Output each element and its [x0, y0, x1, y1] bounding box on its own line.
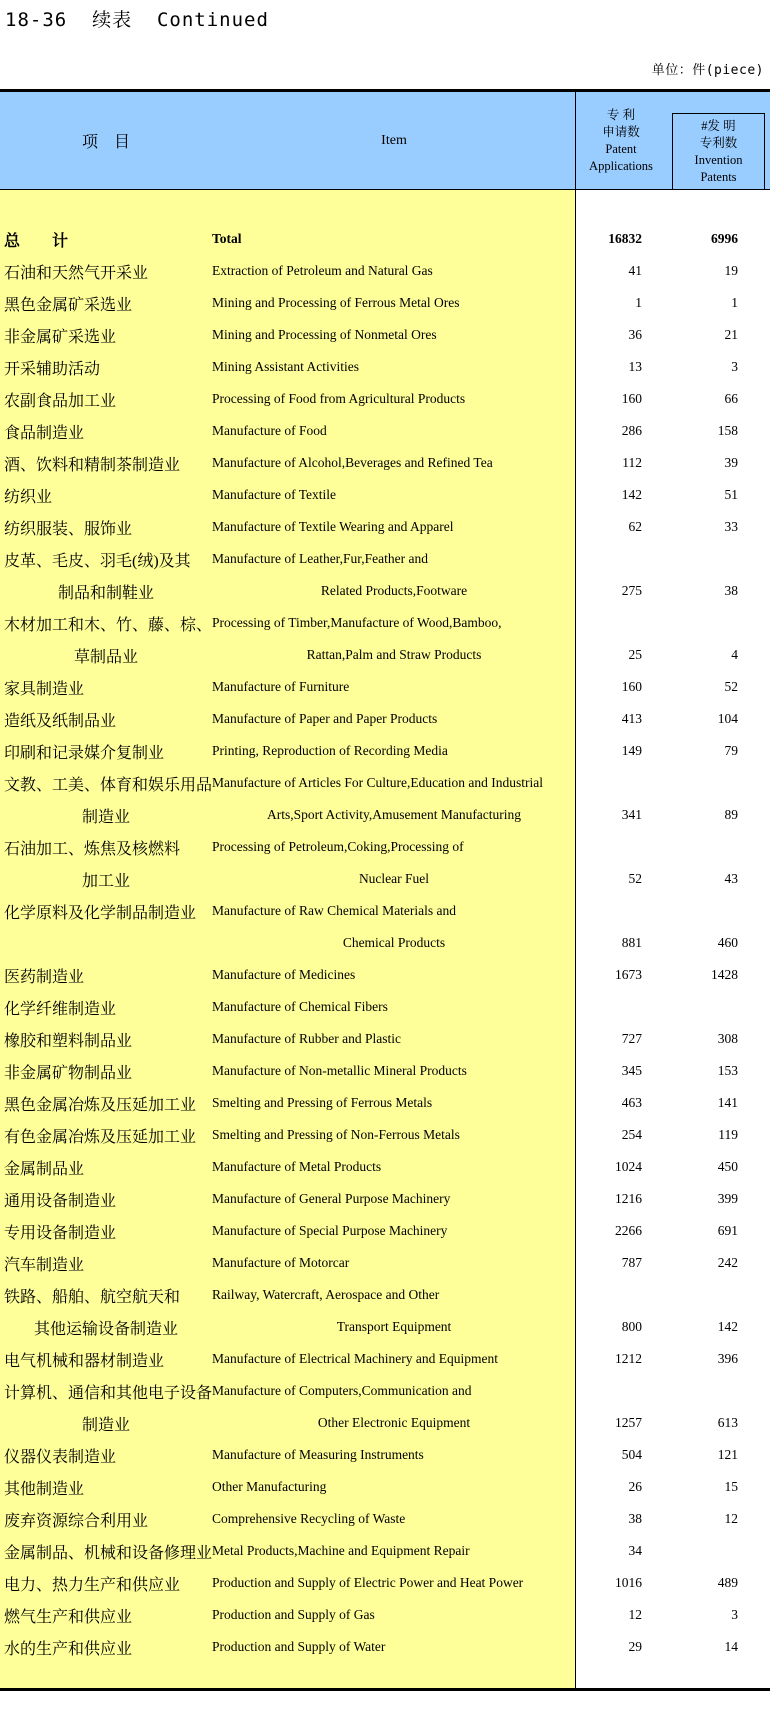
table-row	[0, 287, 770, 319]
table-row	[0, 1439, 770, 1471]
item-cn: 制品和制鞋业	[57, 584, 154, 602]
item-cn: 橡胶和塑料制品业	[4, 1032, 133, 1050]
item-en: Related Products,Footware	[320, 583, 468, 598]
table-row	[0, 1151, 770, 1183]
header-line: Patent	[605, 141, 637, 156]
col-header-item-cn: 项 目	[81, 134, 130, 151]
patent-applications-value: 1	[635, 295, 642, 310]
item-en: Manufacture of Textile Wearing and Apparel	[212, 519, 454, 534]
invention-patents-value: 14	[724, 1639, 738, 1654]
invention-patents-value: 613	[717, 1415, 738, 1430]
page-title: 18-36 续表 Continued	[5, 9, 269, 31]
item-en: Manufacture of General Purpose Machinery	[212, 1191, 451, 1206]
item-cn: 其他运输设备制造业	[33, 1320, 178, 1338]
table-row	[0, 1599, 770, 1631]
table-row	[0, 959, 770, 991]
invention-patents-value: 104	[717, 711, 738, 726]
item-cn: 金属制品业	[4, 1160, 85, 1178]
table-row	[0, 1183, 770, 1215]
item-en: Processing of Timber,Manufacture of Wood,Bamboo,	[212, 615, 502, 630]
item-cn: 纺织服装、服饰业	[4, 520, 133, 538]
item-en: Total	[212, 231, 242, 246]
item-en: Manufacture of Special Purpose Machinery	[212, 1223, 448, 1238]
header-line: 申请数	[602, 124, 640, 139]
item-en: Manufacture of Non-metallic Mineral Products	[212, 1063, 467, 1078]
patent-applications-value: 41	[628, 263, 642, 278]
item-en: Manufacture of Motorcar	[212, 1255, 350, 1270]
item-en: Mining Assistant Activities	[212, 359, 360, 374]
table-row	[0, 831, 770, 895]
patent-applications-value: 34	[628, 1543, 642, 1558]
col-header-invention-patents	[672, 113, 765, 189]
item-en: Manufacture of Leather,Fur,Feather and	[212, 551, 428, 566]
patent-applications-value: 12	[628, 1607, 642, 1622]
invention-patents-value: 38	[724, 583, 738, 598]
invention-patents-value: 158	[717, 423, 738, 438]
invention-patents-value: 4	[731, 647, 738, 662]
item-en: Processing of Petroleum,Coking,Processing of	[212, 839, 464, 854]
header-line: Invention	[694, 152, 743, 167]
patent-applications-value: 149	[621, 743, 642, 758]
patent-applications-value: 26	[628, 1479, 642, 1494]
invention-patents-value: 33	[724, 519, 738, 534]
item-en: Railway, Watercraft, Aerospace and Other	[212, 1287, 440, 1302]
column-divider	[575, 92, 576, 1688]
item-cn: 仪器仪表制造业	[4, 1448, 117, 1466]
item-cn: 化学原料及化学制品制造业	[4, 904, 197, 922]
table-row	[0, 1279, 770, 1343]
patent-applications-value: 1016	[615, 1575, 642, 1590]
item-en: Smelting and Pressing of Ferrous Metals	[212, 1095, 433, 1110]
invention-patents-value: 79	[724, 743, 738, 758]
item-cn: 食品制造业	[4, 424, 85, 442]
item-en: Production and Supply of Water	[212, 1639, 386, 1654]
table-row	[0, 415, 770, 447]
table-row	[0, 351, 770, 383]
invention-patents-value: 460	[717, 935, 738, 950]
patent-applications-value: 16832	[608, 231, 642, 246]
patent-applications-value: 1673	[615, 967, 642, 982]
table-row	[0, 1087, 770, 1119]
item-en: Manufacture of Measuring Instruments	[212, 1447, 424, 1462]
table-row	[0, 1503, 770, 1535]
table-row	[0, 543, 770, 607]
table-row	[0, 735, 770, 767]
item-cn: 皮革、毛皮、羽毛(绒)及其	[4, 552, 191, 570]
item-en: Manufacture of Furniture	[212, 679, 350, 694]
patent-applications-value: 62	[628, 519, 642, 534]
item-cn: 黑色金属冶炼及压延加工业	[4, 1096, 197, 1114]
table-row	[0, 895, 770, 959]
header-line: Patents	[700, 169, 737, 184]
item-en: Arts,Sport Activity,Amusement Manufacturing	[266, 807, 522, 822]
item-en: Manufacture of Alcohol,Beverages and Refined Tea	[212, 455, 493, 470]
item-cn: 计算机、通信和其他电子设备	[4, 1384, 213, 1402]
patent-applications-value: 38	[628, 1511, 642, 1526]
item-cn: 燃气生产和供应业	[4, 1608, 133, 1626]
invention-patents-value: 242	[717, 1255, 738, 1270]
patent-applications-value: 881	[621, 935, 642, 950]
table-row	[0, 671, 770, 703]
invention-patents-value: 119	[718, 1127, 738, 1142]
patent-statistics-table	[0, 89, 770, 1691]
patent-applications-value: 504	[621, 1447, 642, 1462]
invention-patents-value: 43	[724, 871, 738, 886]
item-en: Mining and Processing of Nonmetal Ores	[212, 327, 437, 342]
item-en: Mining and Processing of Ferrous Metal Ores	[212, 295, 460, 310]
item-en: Manufacture of Paper and Paper Products	[212, 711, 438, 726]
patent-applications-value: 787	[621, 1255, 642, 1270]
item-cn: 草制品业	[73, 648, 138, 666]
invention-patents-value: 3	[731, 1607, 738, 1622]
item-en: Processing of Food from Agricultural Products	[212, 391, 466, 406]
invention-patents-value: 3	[731, 359, 738, 374]
patent-applications-value: 463	[621, 1095, 642, 1110]
invention-patents-value: 51	[724, 487, 738, 502]
invention-patents-value: 396	[717, 1351, 738, 1366]
unit-label: 单位：件(piece)	[651, 63, 764, 78]
item-cn: 制造业	[81, 808, 130, 826]
col-header-item-en: Item	[381, 132, 407, 148]
item-cn: 木材加工和木、竹、藤、棕、	[4, 616, 213, 634]
patent-applications-value: 286	[621, 423, 642, 438]
patent-applications-value: 727	[621, 1031, 642, 1046]
table-body	[0, 190, 770, 1688]
invention-patents-value: 21	[724, 327, 738, 342]
invention-patents-value: 39	[724, 455, 738, 470]
table-row	[0, 1375, 770, 1439]
invention-patents-value: 121	[717, 1447, 738, 1462]
table-header	[0, 92, 770, 190]
item-cn: 造纸及纸制品业	[4, 712, 117, 730]
patent-applications-value: 1212	[615, 1351, 642, 1366]
item-en: Manufacture of Chemical Fibers	[212, 999, 388, 1014]
table-row	[0, 1119, 770, 1151]
invention-patents-value: 1	[731, 295, 738, 310]
patent-applications-value: 29	[628, 1639, 642, 1654]
table-row	[0, 1343, 770, 1375]
table-row	[0, 255, 770, 287]
item-cn: 电气机械和器材制造业	[4, 1352, 165, 1370]
item-cn: 铁路、船舶、航空航天和	[4, 1288, 181, 1306]
table-row	[0, 383, 770, 415]
patent-applications-value: 1216	[615, 1191, 642, 1206]
item-en: Manufacture of Rubber and Plastic	[212, 1031, 401, 1046]
invention-patents-value: 142	[717, 1319, 738, 1334]
item-cn: 家具制造业	[4, 680, 85, 698]
invention-patents-value: 12	[724, 1511, 738, 1526]
item-en: Metal Products,Machine and Equipment Repair	[212, 1543, 470, 1558]
item-en: Manufacture of Textile	[212, 487, 337, 502]
patent-applications-value: 160	[621, 391, 642, 406]
item-cn: 化学纤维制造业	[4, 1000, 117, 1018]
table-row	[0, 1023, 770, 1055]
patent-applications-value: 112	[622, 455, 642, 470]
table-row	[0, 1535, 770, 1567]
patent-applications-value: 13	[628, 359, 642, 374]
item-en: Manufacture of Medicines	[212, 967, 356, 982]
patent-applications-value: 52	[628, 871, 642, 886]
invention-patents-value: 450	[717, 1159, 738, 1174]
invention-patents-value: 153	[717, 1063, 738, 1078]
item-en: Comprehensive Recycling of Waste	[212, 1511, 406, 1526]
table-row	[0, 319, 770, 351]
item-en: Production and Supply of Gas	[212, 1607, 375, 1622]
item-cn: 电力、热力生产和供应业	[4, 1576, 181, 1594]
item-cn: 专用设备制造业	[4, 1224, 117, 1242]
invention-patents-value: 66	[724, 391, 738, 406]
item-cn: 石油加工、炼焦及核燃料	[4, 840, 181, 858]
invention-patents-value: 1428	[711, 967, 738, 982]
item-cn: 农副食品加工业	[4, 392, 117, 410]
item-cn: 开采辅助活动	[4, 360, 101, 378]
table-row	[0, 447, 770, 479]
table-row	[0, 1055, 770, 1087]
invention-patents-value: 19	[724, 263, 738, 278]
item-en: Manufacture of Metal Products	[212, 1159, 382, 1174]
item-cn: 通用设备制造业	[4, 1192, 117, 1210]
item-cn: 金属制品、机械和设备修理业	[4, 1544, 213, 1562]
item-cn: 印刷和记录媒介复制业	[4, 744, 165, 762]
patent-applications-value: 2266	[615, 1223, 642, 1238]
item-cn: 其他制造业	[4, 1480, 85, 1498]
invention-patents-value: 6996	[711, 231, 738, 246]
table-row	[0, 607, 770, 671]
item-en: Transport Equipment	[336, 1319, 452, 1334]
patent-applications-value: 142	[621, 487, 642, 502]
table-row	[0, 1471, 770, 1503]
item-en: Manufacture of Electrical Machinery and Equipment	[212, 1351, 499, 1366]
header-line: 专 利	[606, 107, 636, 122]
item-cn: 医药制造业	[4, 968, 85, 986]
table-bottom-rule	[0, 1688, 770, 1691]
item-cn: 酒、饮料和精制茶制造业	[4, 456, 181, 474]
item-en: Smelting and Pressing of Non-Ferrous Metals	[212, 1127, 460, 1142]
item-cn: 黑色金属矿采选业	[4, 296, 133, 314]
table-row	[0, 1215, 770, 1247]
patent-applications-value: 413	[621, 711, 642, 726]
header-line: Applications	[589, 158, 653, 173]
item-en: Other Manufacturing	[212, 1479, 327, 1494]
invention-patents-value: 52	[724, 679, 738, 694]
item-cn: 制造业	[81, 1416, 130, 1434]
item-en: Manufacture of Food	[212, 423, 327, 438]
invention-patents-value: 89	[724, 807, 738, 822]
patent-applications-value: 160	[621, 679, 642, 694]
item-cn: 石油和天然气开采业	[4, 264, 149, 282]
table-row	[0, 767, 770, 831]
item-en: Printing, Reproduction of Recording Media	[212, 743, 448, 758]
invention-patents-value: 308	[717, 1031, 738, 1046]
item-cn: 非金属矿物制品业	[4, 1064, 133, 1082]
patent-applications-value: 341	[621, 807, 642, 822]
col-header-patent-applications	[576, 92, 666, 189]
item-en: Extraction of Petroleum and Natural Gas	[212, 263, 433, 278]
item-cn: 总 计	[4, 232, 69, 250]
invention-patents-value: 399	[717, 1191, 738, 1206]
table-row	[0, 511, 770, 543]
table-row	[0, 479, 770, 511]
invention-patents-value: 489	[717, 1575, 738, 1590]
item-cn: 汽车制造业	[4, 1256, 85, 1274]
item-en: Manufacture of Computers,Communication and	[212, 1383, 472, 1398]
table-row	[0, 991, 770, 1023]
item-en: Rattan,Palm and Straw Products	[306, 647, 482, 662]
item-en: Other Electronic Equipment	[317, 1415, 471, 1430]
patent-applications-value: 345	[621, 1063, 642, 1078]
item-en: Chemical Products	[342, 935, 446, 950]
header-line: 专利数	[699, 135, 738, 150]
item-cn: 加工业	[81, 872, 130, 890]
table-row	[0, 1631, 770, 1663]
item-en: Production and Supply of Electric Power and Heat Power	[212, 1575, 524, 1590]
patent-applications-value: 25	[628, 647, 642, 662]
header-line: #发 明	[701, 118, 736, 133]
invention-patents-value: 15	[724, 1479, 738, 1494]
table-row	[0, 1567, 770, 1599]
patent-applications-value: 254	[621, 1127, 642, 1142]
item-en: Manufacture of Raw Chemical Materials and	[212, 903, 457, 918]
table-row	[0, 223, 770, 255]
patent-applications-value: 800	[621, 1319, 642, 1334]
item-cn: 水的生产和供应业	[4, 1640, 133, 1658]
item-en: Nuclear Fuel	[358, 871, 430, 886]
item-cn: 文教、工美、体育和娱乐用品	[4, 776, 213, 794]
item-cn: 非金属矿采选业	[4, 328, 117, 346]
patent-applications-value: 275	[621, 583, 642, 598]
invention-patents-value: 691	[717, 1223, 738, 1238]
item-cn: 纺织业	[4, 488, 53, 506]
patent-applications-value: 1024	[615, 1159, 642, 1174]
item-en: Manufacture of Articles For Culture,Education and Industrial	[212, 775, 544, 790]
invention-patents-value: 141	[717, 1095, 738, 1110]
table-row	[0, 1247, 770, 1279]
item-cn: 废弃资源综合利用业	[4, 1512, 149, 1530]
patent-applications-value: 1257	[615, 1415, 642, 1430]
patent-applications-value: 36	[628, 327, 642, 342]
table-row	[0, 703, 770, 735]
item-cn: 有色金属冶炼及压延加工业	[4, 1128, 197, 1146]
